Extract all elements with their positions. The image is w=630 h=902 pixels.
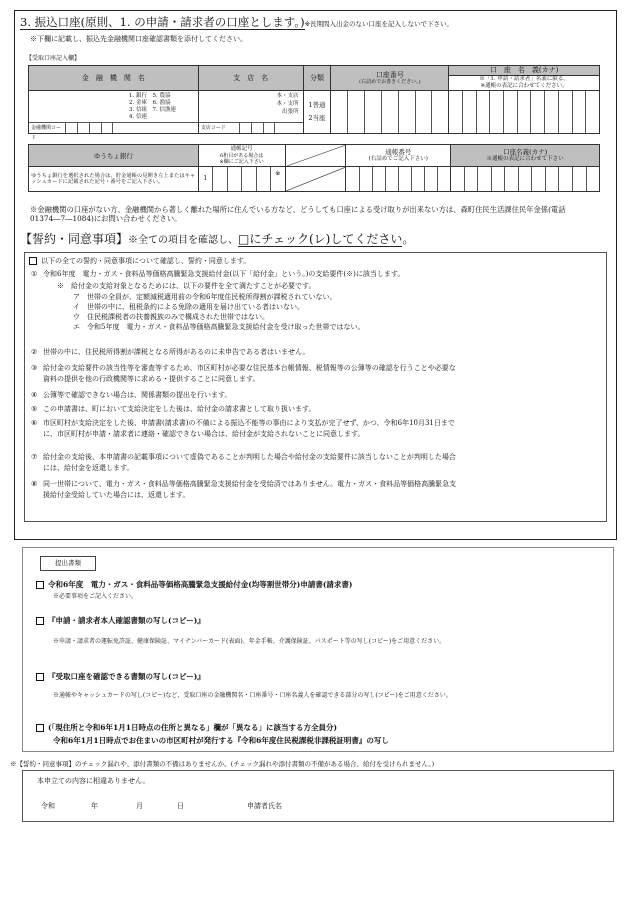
section3-title — [20, 15, 453, 29]
yucho-name-sub: ※通帳の表記に合わせて下さい — [486, 156, 564, 163]
type-current: 2当座 — [308, 114, 326, 123]
day-label: 日 — [177, 802, 184, 810]
oath-item — [31, 282, 605, 291]
bank-type-list: 1. 銀行 5. 農協 2. 金庫 6. 漁協 3. 信組 7. 信漁連 4. 信連 — [129, 93, 176, 120]
oath-item-text: 資料の提供を他の行政機関等に求める・提供することに同意します。 — [43, 375, 260, 383]
oath-item — [31, 303, 605, 312]
oath-item — [31, 364, 605, 373]
oath-item-text: 同一世帯について、電力・ガス・食料品等価格高騰緊急支援給付金を受給済ではありません。電力・ガス・食料品等価格高騰緊急支 — [43, 480, 457, 488]
yucho-name-label: 口座名義(カナ) — [503, 148, 548, 157]
doc-sub-2: ※申請・請求者の運転免許証、健康保険証、マイナンバーカード(表面)、年金手帳、介護保険証、パスポート等の写し(コピー)をご用意ください。 — [53, 637, 446, 645]
oath-item — [31, 270, 605, 279]
oath-item — [31, 293, 605, 302]
branch-name-field[interactable] — [198, 91, 303, 134]
doc-item-id — [36, 616, 596, 645]
oath-item — [31, 491, 605, 500]
yucho-number-field[interactable] — [346, 167, 451, 192]
oath-item — [31, 391, 605, 400]
doc-sub-4: 令和6年1月1日時点でお住まいの市区町村が発行する『令和6年度住民税課税非課税証明書』の写し — [53, 735, 389, 745]
oath-item-number: ② — [31, 348, 38, 356]
oath-item-number: ⑤ — [31, 405, 38, 413]
branch-code-label: 支店コード — [200, 125, 226, 132]
bank-account-table — [28, 65, 600, 142]
doc-sub-3: ※通帳やキャッシュカードの写し(コピー)など、受取口座の金融機関名・口座番号・口座名義人を確認できる部分の写し(コピー)をご用意ください。 — [53, 691, 452, 699]
oath-item-text: 公簿等で確認できない場合は、関係書類の提出を行います。 — [43, 391, 232, 399]
doc-item-certificate — [36, 723, 596, 745]
doc-item-account — [36, 672, 596, 699]
doc-sub-1: ※必要事項をご記入ください。 — [53, 592, 138, 600]
yucho-symbol-mark: ※ — [270, 167, 284, 191]
oath-item-text: 令和6年度 電力・ガス・食料品等価格高騰緊急支援給付金(以下「給付金」という。)の支給要件(※)に該当します。 — [43, 270, 405, 278]
oath-item-number: ⑦ — [31, 453, 38, 461]
section3-note: ※下欄に記載し、振込先金融機関口座確認書類を添付してください。 — [30, 35, 247, 43]
account-number-field[interactable] — [331, 91, 449, 134]
oath-item — [31, 453, 605, 462]
yucho-number-label: 通帳番号 — [385, 148, 412, 157]
col-name-note: ※「1. 申請・請求者」名義に限る。 ※通帳の表記に合わせてください。 — [449, 76, 599, 90]
section3-title-small: ※長期間入出金のない口座を記入しないで下さい。 — [304, 20, 454, 28]
oath-item — [31, 430, 605, 439]
statement: 本申立ての内容に相違ありません。 — [37, 777, 150, 785]
oath-item — [31, 405, 605, 414]
account-name-field[interactable] — [449, 91, 600, 134]
col-branch: 支 店 名 — [198, 66, 303, 91]
oath-item-text: イ 世帯の中に、租税条約による免除の適用を届け出ている者はいない。 — [73, 303, 304, 311]
oath-item-number: ① — [31, 270, 38, 278]
documents-frame — [22, 547, 614, 752]
bank-name-field[interactable] — [29, 91, 199, 142]
doc-title-3: 『受取口座を確認できる書類の写し(コピー)』 — [48, 672, 205, 681]
doc-title-4: (「現住所と令和6年1月1日時点の住所と異なる」欄が「異なる」に該当する方全員分) — [48, 723, 338, 732]
yucho-name-field[interactable] — [451, 167, 600, 192]
oath-item-text: に、市区町村が申請・請求者に連絡・確認できない場合は、給付金が支給されないことに同意します。 — [43, 430, 365, 438]
oath-item — [31, 480, 605, 489]
oath-item — [31, 375, 605, 384]
yucho-col-number — [346, 145, 451, 167]
yucho-col-bank: ゆうちょ銀行 — [29, 145, 199, 167]
agree-checkbox[interactable] — [29, 257, 37, 265]
doc-title-2: 『申請・請求者本人確認書類の写し(コピー)』 — [48, 616, 205, 625]
account-type-field[interactable] — [303, 91, 331, 134]
doc-item-application — [36, 580, 352, 600]
oath-item — [31, 464, 605, 473]
oath-item-text: この申請書は、町において支給決定をした後は、給付金の請求書として取り扱います。 — [43, 405, 316, 413]
oath-title-label: 【誓約・同意事項】 — [20, 232, 129, 246]
oath-item — [31, 313, 605, 322]
yucho-col-name — [451, 145, 600, 167]
month-label: 月 — [136, 802, 143, 810]
oath-title-end: 。 — [402, 232, 415, 246]
oath-item-text: 市区町村が支給決定をした後、申請書(請求書)の不備による振込不能等の事由により支払が完了せず、かつ、令和6年10月31日まで — [43, 419, 455, 427]
documents-label: 提出書類 — [40, 556, 96, 571]
agree-row — [29, 257, 603, 266]
yucho-number-sub: (右詰めでご記入下さい) — [368, 156, 428, 163]
oath-item-text: ア 世帯の全員が、定額減税適用前の令和6年度住民税所得割が課税されていない。 — [73, 293, 337, 301]
col-account — [331, 66, 449, 91]
bank-code-label: 金融機関コード — [31, 125, 62, 142]
account-label: 【受取口座記入欄】 — [26, 55, 81, 62]
col-bank: 金 融 機 関 名 — [29, 66, 199, 91]
oath-title — [20, 232, 414, 248]
doc-checkbox-1[interactable] — [36, 581, 44, 589]
col-account-sub: (右詰めでお書きください。) — [359, 79, 421, 86]
yucho-table — [28, 144, 600, 192]
oath-item-text: ※ 給付金の支給対象となるためには、以下の要件を全て満たすことが必要です。 — [57, 282, 316, 290]
col-account-label: 口座番号 — [375, 70, 404, 79]
oath-item-text: には、給付金を返還します。 — [43, 464, 134, 472]
mori-note: ※金融機関の口座がない方、金融機関から著しく離れた場所に住んでいる方など、どうしても口座による受け取りが出来ない方は、森町住民生活課住民年金係(電話01374―7―1084)にお問い合わせください。 — [30, 205, 566, 224]
yucho-body-note: ゆうちょ銀行を選択された場合は、貯金通帳の見開き左上またはキャッシュカードに記載された記号・番号をご記入下さい。 — [29, 167, 199, 192]
yucho-diagonal — [285, 145, 346, 167]
col-name — [449, 66, 600, 91]
oath-title-underline: □にチェック(レ)してください — [238, 232, 403, 246]
era-label: 令和 — [41, 802, 55, 810]
oath-item — [31, 348, 605, 357]
yucho-col-symbol — [198, 145, 285, 167]
col-name-label: 口 座 名 義(カナ) — [449, 66, 599, 76]
oath-item — [31, 323, 605, 332]
oath-item-text: ウ 住民税課税者の扶養親族のみで構成された世帯ではない。 — [73, 313, 269, 321]
col-type: 分類 — [303, 66, 331, 91]
yucho-symbol-sub: 6桁目がある場合は ※欄にご記入下さい — [219, 152, 264, 166]
year-label: 年 — [91, 802, 98, 810]
doc-checkbox-2[interactable] — [36, 617, 44, 625]
oath-item-number: ④ — [31, 391, 38, 399]
doc-title-1: 令和6年度 電力・ガス・食料品等価格高騰緊急支援給付金(均等割世帯分)申請書(請求書) — [48, 580, 353, 589]
doc-checkbox-4[interactable] — [36, 724, 44, 732]
oath-item-text: 世帯の中に、住民税所得割が課税となる所得があるのに未申告である者はいません。 — [43, 348, 310, 356]
oath-item-text: 給付金の支給後、本申請書の記載事項について虚偽であることが判明した場合や給付金の支給要件に該当しないことが判明した場合 — [43, 453, 456, 461]
yucho-diagonal-field — [285, 167, 346, 192]
doc-checkbox-3[interactable] — [36, 673, 44, 681]
oath-item-number: ⑧ — [31, 480, 38, 488]
oath-item-text: 援給付金受給していた場合には、返還します。 — [43, 491, 190, 499]
oath-item-number: ③ — [31, 364, 38, 372]
footer-note: ※【誓約・同意事項】のチェック漏れや、添付書類の不備はありませんか。(チェック漏れや添付書類の不備がある場合、給付を受けられません。) — [10, 760, 435, 768]
signature-box — [22, 770, 614, 822]
branch-type-list: 本・支店 本・支所 出張所 — [276, 93, 299, 115]
yucho-symbol-first: 1 — [203, 175, 208, 183]
oath-title-rest: ※全ての項目を確認し、 — [128, 235, 239, 246]
agree-text: 以下の全ての誓約・同意事項について確認し、誓約・同意します。 — [41, 257, 251, 265]
oath-item-number: ⑥ — [31, 419, 38, 427]
oath-item-text: エ 令和5年度 電力・ガス・食料品等価格高騰緊急支援給付金を受け取った世帯ではない。 — [73, 323, 365, 331]
section3-title-text: 3. 振込口座(原則、1. の申請・請求者の口座とします。) — [20, 15, 305, 29]
oath-box — [24, 252, 607, 522]
type-ordinary: 1普通 — [308, 101, 326, 110]
oath-item-text: 給付金の支給要件の該当性等を審査等するため、市区町村が必要な住民基本台帳情報、税情報等の公簿等の確認を行うことや必要な — [43, 364, 456, 372]
oath-item — [31, 419, 605, 428]
yucho-symbol-label: 通帳記号 — [230, 146, 253, 152]
signer-name-field[interactable] — [291, 802, 591, 812]
yucho-symbol-field[interactable] — [198, 167, 285, 192]
signer-label: 申請者氏名 — [247, 802, 282, 810]
